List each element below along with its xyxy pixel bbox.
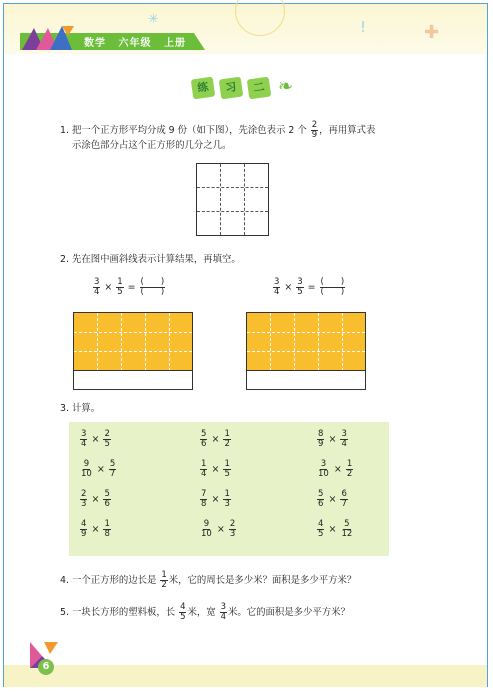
q5-line xyxy=(60,603,350,622)
q5-number: 5. xyxy=(60,607,69,618)
calc-expression: $\frac{9}{10}$ × $\frac{2}{3}$ xyxy=(201,519,236,539)
q1-text-a: 把一个正方形平均分成 9 份（如下图），先涂色表示 2 个 xyxy=(71,125,307,136)
calc-expression: $\frac{5}{6}$ × $\frac{6}{7}$ xyxy=(318,489,347,509)
q1-line1 xyxy=(60,121,375,140)
calc-expression: $\frac{9}{10}$ × $\frac{5}{7}$ xyxy=(81,459,116,479)
q2-left-answer[interactable]: $\frac{( )}{( )}$ xyxy=(140,277,165,297)
q2-right-expression: $\frac{3}{4}$ × $\frac{3}{5}$ = $\frac{( )}{( )}$ xyxy=(274,277,345,297)
q5-text-b: 米，宽 xyxy=(187,607,216,618)
calc-expression: $\frac{4}{9}$ × $\frac{1}{8}$ xyxy=(81,519,110,539)
calc-expression: $\frac{3}{10}$ × $\frac{1}{2}$ xyxy=(318,459,353,479)
page-number: 6 xyxy=(38,659,54,675)
q3-number: 3. xyxy=(60,403,69,414)
q1-fraction: $\frac{2}{9}$ xyxy=(311,120,318,140)
plus-icon: ✚ xyxy=(424,22,440,43)
q2-number: 2. xyxy=(60,254,69,265)
nine-part-square xyxy=(196,163,269,236)
tangram-logo-icon xyxy=(22,24,78,52)
q4-text-a: 一个正方形的边长是 xyxy=(71,575,157,586)
header-grade: 六年级 xyxy=(118,38,152,49)
q4-line xyxy=(60,571,356,590)
calculation-box xyxy=(69,422,389,556)
q3-text: 计算。 xyxy=(71,403,101,414)
title-char-1: 练 xyxy=(191,77,216,100)
q2-right-answer[interactable]: $\frac{( )}{( )}$ xyxy=(320,277,345,297)
header-volume: 上册 xyxy=(163,38,186,49)
title-char-2: 习 xyxy=(219,77,244,100)
exclamation-icon: ! xyxy=(360,18,367,36)
header-text xyxy=(84,34,194,49)
q2-left-expression: $\frac{3}{4}$ × $\frac{1}{5}$ = $\frac{( )}{( )}$ xyxy=(94,277,165,297)
q3-line xyxy=(60,402,100,416)
q2-text: 先在图中画斜线表示计算结果，再填空。 xyxy=(71,254,241,265)
q2-right-rectangle[interactable] xyxy=(246,312,366,390)
q4-fraction: $\frac{1}{2}$ xyxy=(161,570,167,590)
q1-text-b: ，再用算式表 xyxy=(319,125,376,136)
q5-fraction-width: $\frac{3}{4}$ xyxy=(220,602,227,622)
header-subject: 数学 xyxy=(84,38,106,49)
q1-number: 1. xyxy=(60,125,69,136)
calc-expression: $\frac{5}{6}$ × $\frac{1}{2}$ xyxy=(201,429,230,449)
calc-expression: $\frac{2}{3}$ × $\frac{5}{6}$ xyxy=(81,489,110,509)
q2-left-rectangle[interactable] xyxy=(73,312,193,390)
calc-expression: $\frac{1}{4}$ × $\frac{1}{5}$ xyxy=(201,459,230,479)
q5-fraction-length: $\frac{4}{5}$ xyxy=(180,602,186,622)
q1-line2: 示涂色部分占这个正方形的几分之几。 xyxy=(72,140,232,151)
leaf-icon: ❧ xyxy=(278,76,294,97)
calc-expression: $\frac{4}{5}$ × $\frac{5}{12}$ xyxy=(318,519,353,539)
q4-text-b: 米，它的周长是多少米？面积是多少平方米？ xyxy=(168,575,357,586)
calc-expression: $\frac{3}{4}$ × $\frac{2}{5}$ xyxy=(81,429,110,449)
q5-text-c: 米。它的面积是多少平方米？ xyxy=(228,607,350,618)
title-char-3: 二 xyxy=(247,77,272,100)
q4-number: 4. xyxy=(60,575,69,586)
sparkle-icon: ✳ xyxy=(148,12,159,27)
q5-text-a: 一块长方形的塑料板，长 xyxy=(71,607,176,618)
calc-expression: $\frac{8}{9}$ × $\frac{3}{4}$ xyxy=(318,429,347,449)
q2-line xyxy=(60,253,241,267)
calc-expression: $\frac{7}{8}$ × $\frac{1}{3}$ xyxy=(201,489,230,509)
bottom-band xyxy=(4,665,487,687)
